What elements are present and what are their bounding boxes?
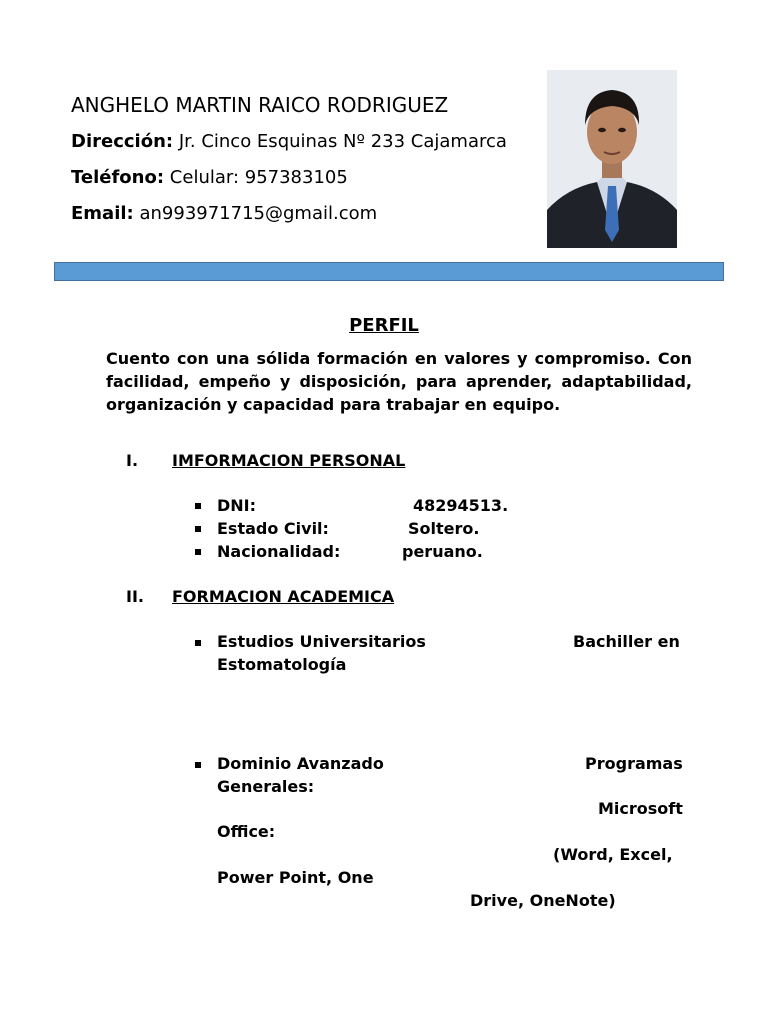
civil-status-value: Soltero. xyxy=(408,519,480,538)
dni-value: 48294513. xyxy=(413,496,509,515)
phone-line xyxy=(71,167,348,188)
email-value: an993971715@gmail.com xyxy=(139,203,378,224)
skills-text-2: Generales: xyxy=(217,777,315,796)
bullet-icon xyxy=(195,762,201,768)
profile-photo xyxy=(547,70,677,248)
candidate-name: ANGHELO MARTIN RAICO RODRIGUEZ xyxy=(71,93,449,117)
section-1-title: IMFORMACION PERSONAL xyxy=(172,451,406,470)
address-value: Jr. Cinco Esquinas Nº 233 Cajamarca xyxy=(178,131,507,152)
nationality-value: peruano. xyxy=(402,542,483,561)
skills-label: Dominio Avanzado xyxy=(217,754,384,773)
skills-text-4: Office: xyxy=(217,822,276,841)
section-2-number: II. xyxy=(126,587,144,606)
dni-label: DNI: xyxy=(217,496,257,515)
nationality-label: Nacionalidad: xyxy=(217,542,341,561)
section-2-title: FORMACION ACADEMICA xyxy=(172,587,395,606)
university-degree-field: Estomatología xyxy=(217,655,347,674)
phone-value: Celular: 957383105 xyxy=(169,167,348,188)
header-divider-band xyxy=(54,262,724,281)
civil-status-label: Estado Civil: xyxy=(217,519,329,538)
phone-label: Teléfono: xyxy=(71,167,165,188)
bullet-icon xyxy=(195,503,201,509)
university-studies-label: Estudios Universitarios xyxy=(217,632,426,651)
profile-title: PERFIL xyxy=(349,315,419,336)
skills-text-5: (Word, Excel, xyxy=(553,845,673,864)
profile-text: Cuento con una sólida formación en valores y compromiso. Con facilidad, empeño y disposición, para aprender, adaptabilidad, organización y capacidad para trabajar en equipo. xyxy=(106,349,692,414)
address-line xyxy=(71,131,507,152)
university-degree-value: Bachiller en xyxy=(573,632,680,651)
address-label: Dirección: xyxy=(71,131,174,152)
skills-text-3: Microsoft xyxy=(598,799,683,818)
skills-text-7: Drive, OneNote) xyxy=(470,891,616,910)
bullet-icon xyxy=(195,640,201,646)
email-label: Email: xyxy=(71,203,134,224)
bullet-icon xyxy=(195,526,201,532)
email-line xyxy=(71,203,377,224)
skills-text-6: Power Point, One xyxy=(217,868,374,887)
skills-text-1: Programas xyxy=(585,754,683,773)
section-1-number: I. xyxy=(126,451,139,470)
bullet-icon xyxy=(195,549,201,555)
